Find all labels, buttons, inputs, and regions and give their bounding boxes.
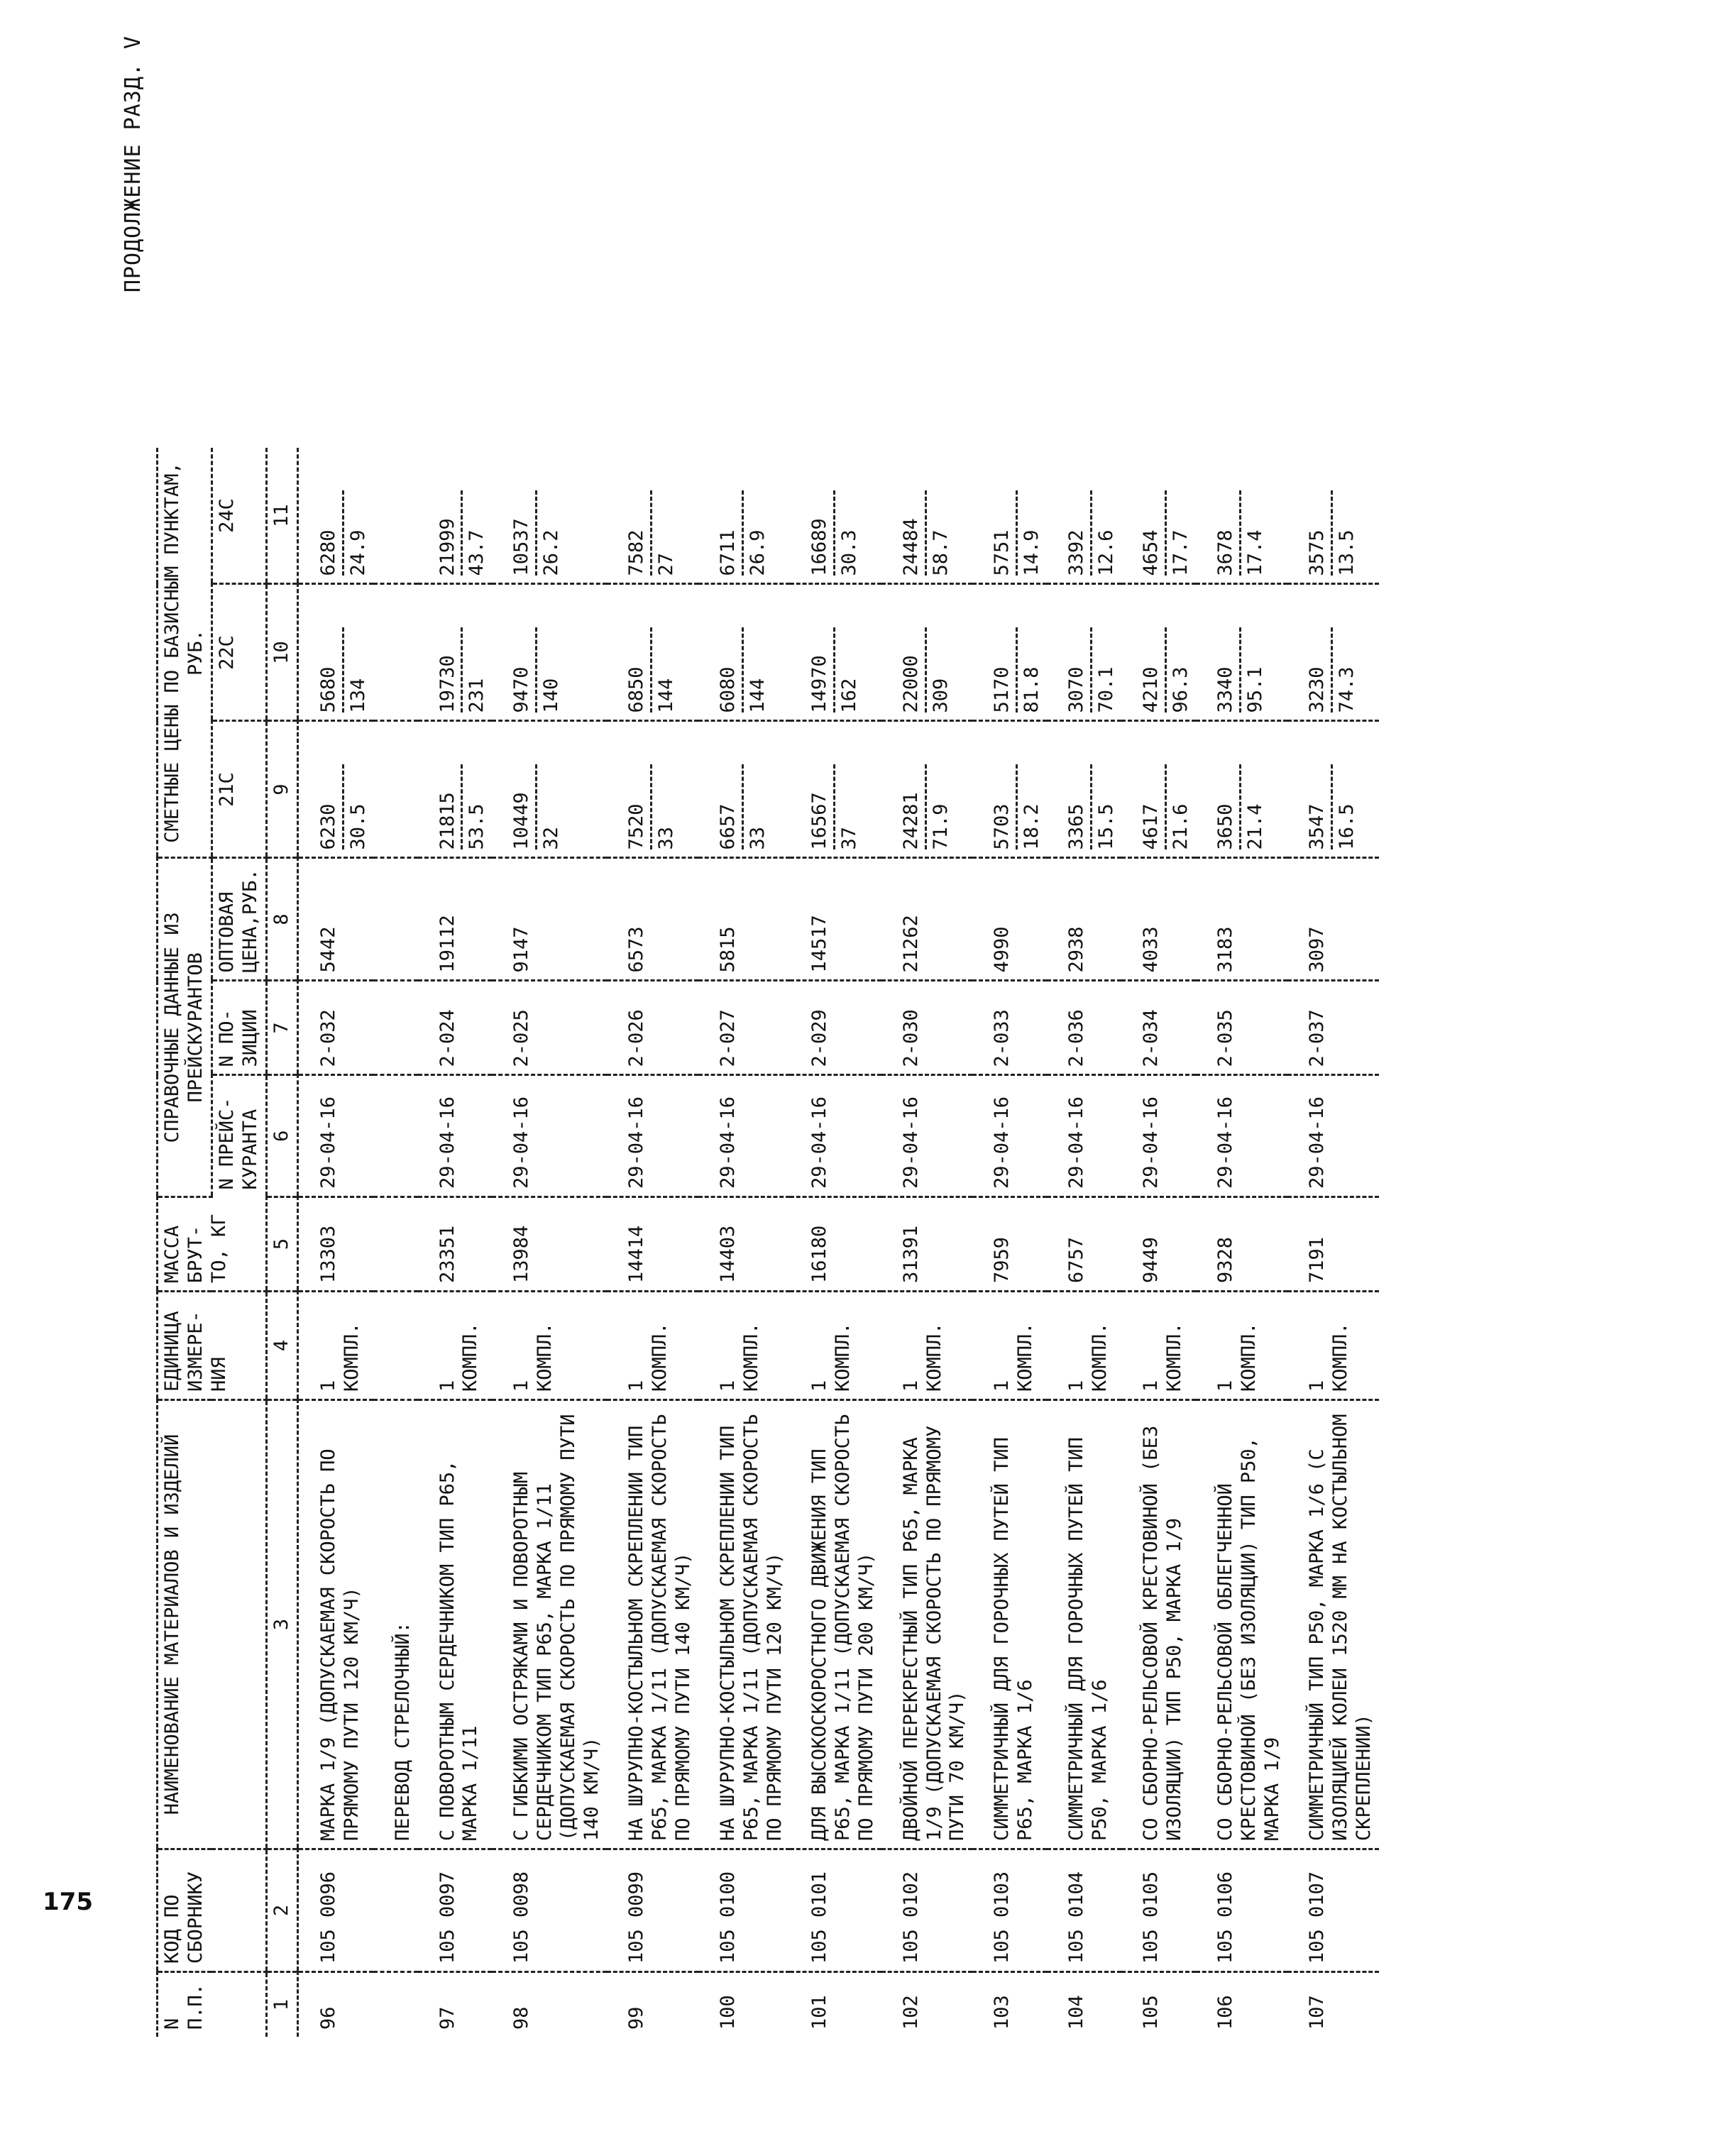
row-mass: 6757 [1047,1197,1121,1292]
row-unit: 1 КОМПЛ. [1047,1292,1121,1400]
row-number: 96 [317,2006,339,2030]
continuation-label: ПРОДОЛЖЕНИЕ РАЗД. V [121,35,145,293]
row-code: 105 0099 [607,1849,698,1972]
row-number: 97 [436,2006,458,2030]
row-code: 105 0102 [881,1849,973,1972]
price-21c-value: 4617 [1140,765,1167,850]
row-position: 2-025 [492,981,607,1075]
price-22c-value: 6850 [625,628,652,713]
price-24c [1287,449,1379,585]
row-position: 2-024 [418,981,493,1075]
row-mass: 14403 [698,1197,790,1292]
price-22c-value: 3340 [1214,628,1241,713]
row-position: 2-026 [607,981,698,1075]
price-22c [790,584,881,721]
price-21c-transport: 37 [837,826,860,850]
table-row [1287,449,1379,2037]
price-21c-value: 3365 [1065,765,1092,850]
price-24c-value: 6280 [317,491,344,576]
price-21c-value: 3650 [1214,765,1241,850]
price-24c-value: 3575 [1306,491,1333,576]
row-position [373,981,418,1075]
row-name: С ПОВОРОТНЫМ СЕРДЕЧНИКОМ ТИП Р65, МАРКА 1/11 [418,1400,493,1849]
price-24c-value: 21999 [436,491,463,576]
price-21c-transport: 32 [540,826,563,850]
col-header-wholesale: ОПТОВАЯ ЦЕНА,РУБ. [211,858,266,981]
price-21c-transport: 18.2 [1021,803,1043,850]
row-wholesale-price: 6573 [607,858,698,981]
row-code: 105 0100 [698,1849,790,1972]
column-number: 6 [266,1075,297,1197]
row-unit: 1 КОМПЛ. [881,1292,973,1400]
price-24c-transport: 30.3 [837,529,860,576]
table-row [790,449,881,2037]
price-24c-value: 3678 [1214,491,1241,576]
table-row [972,449,1047,2037]
price-22c [492,584,607,721]
row-wholesale-price: 4033 [1121,858,1196,981]
price-21c-value: 16567 [808,765,835,850]
price-22c-transport: 74.3 [1335,666,1358,713]
price-24c-transport: 26.9 [746,529,769,576]
price-21c-transport: 53.5 [466,803,488,850]
row-number: 101 [808,1995,830,2030]
row-pricelist: 29-04-16 [492,1075,607,1197]
price-22c-value: 3070 [1065,628,1092,713]
price-21c [1196,721,1287,858]
price-21c-value: 10449 [510,765,537,850]
column-number: 1 [266,1972,297,2037]
price-21c [492,721,607,858]
price-24c [1047,449,1121,585]
price-21c [1121,721,1196,858]
row-pricelist: 29-04-16 [1287,1075,1379,1197]
row-code: 105 0107 [1287,1849,1379,1972]
price-24c [297,449,373,585]
row-code: 105 0105 [1121,1849,1196,1972]
row-wholesale-price: 4990 [972,858,1047,981]
row-pricelist: 29-04-16 [297,1075,373,1197]
price-21c-value: 3547 [1306,765,1333,850]
price-22c-value: 19730 [436,628,463,713]
price-21c-transport: 15.5 [1095,803,1118,850]
column-number: 2 [266,1849,297,1972]
price-22c-value: 5170 [991,628,1018,713]
row-unit [373,1292,418,1400]
table-row [698,449,790,2037]
price-24c-transport: 43.7 [466,529,488,576]
price-22c-transport: 144 [746,678,769,713]
row-mass: 14414 [607,1197,698,1292]
price-24c [492,449,607,585]
price-24c-transport: 14.9 [1021,529,1043,576]
row-code: 105 0101 [790,1849,881,1972]
price-24c-transport: 13.5 [1335,529,1358,576]
price-24c-transport: 27 [655,552,678,576]
row-code: 105 0096 [297,1849,373,1972]
row-wholesale-price: 5815 [698,858,790,981]
price-21c-value: 6657 [717,765,744,850]
column-number: 10 [266,584,297,721]
price-22c [418,584,493,721]
price-22c-transport: 81.8 [1021,666,1043,713]
price-22c [373,584,418,721]
col-header-21c: 21С [211,721,266,858]
col-header-n: N П.П. [158,1972,267,2037]
price-21c [373,721,418,858]
price-22c-value: 9470 [510,628,537,713]
row-position: 2-035 [1196,981,1287,1075]
row-unit: 1 КОМПЛ. [607,1292,698,1400]
price-21c [418,721,493,858]
row-pricelist: 29-04-16 [1121,1075,1196,1197]
price-22c [698,584,790,721]
row-unit: 1 КОМПЛ. [297,1292,373,1400]
price-21c-value: 24281 [900,765,927,850]
col-header-unit: ЕДИНИЦА ИЗМЕРЕ-НИЯ [158,1292,267,1400]
table-row [373,449,418,2037]
row-wholesale-price: 5442 [297,858,373,981]
price-22c-transport: 96.3 [1170,666,1192,713]
table-row [881,449,973,2037]
row-pricelist: 29-04-16 [1047,1075,1121,1197]
col-header-pricelist: N ПРЕЙС-КУРАНТА [211,1075,266,1197]
row-position: 2-037 [1287,981,1379,1075]
price-21c-transport: 71.9 [929,803,952,850]
price-22c-transport: 70.1 [1095,666,1118,713]
row-pricelist: 29-04-16 [972,1075,1047,1197]
row-code: 105 0098 [492,1849,607,1972]
col-header-mass: МАССА БРУТ-ТО, КГ [158,1197,267,1292]
price-24c-value: 16689 [808,491,835,576]
table-row [492,449,607,2037]
row-name: МАРКА 1/9 (ДОПУСКАЕМАЯ СКОРОСТЬ ПО ПРЯМОМУ ПУТИ 120 КМ/Ч) [297,1400,373,1849]
table-body [297,449,1378,2037]
price-22c-value: 4210 [1140,628,1167,713]
row-number: 102 [899,1995,922,2030]
row-mass: 9328 [1196,1197,1287,1292]
price-21c [1047,721,1121,858]
price-22c-value: 5680 [317,628,344,713]
price-22c [881,584,973,721]
row-mass: 7191 [1287,1197,1379,1292]
table-row [607,449,698,2037]
price-22c [1121,584,1196,721]
price-24c-value: 4654 [1140,491,1167,576]
price-24c-transport: 17.4 [1243,529,1266,576]
price-21c [297,721,373,858]
price-22c-value: 14970 [808,628,835,713]
price-22c [1196,584,1287,721]
price-22c-transport: 309 [929,678,952,713]
price-24c [418,449,493,585]
row-name: С ГИБКИМИ ОСТРЯКАМИ И ПОВОРОТНЫМ СЕРДЕЧНИКОМ ТИП Р65, МАРКА 1/11 (ДОПУСКАЕМАЯ СКОРОСТЬ ПО ПРЯМОМУ ПУТИ 140 КМ/Ч) [492,1400,607,1849]
price-24c [1121,449,1196,585]
row-mass: 9449 [1121,1197,1196,1292]
price-22c [1287,584,1379,721]
price-22c-value: 6080 [717,628,744,713]
row-pricelist: 29-04-16 [881,1075,973,1197]
col-header-price-group: СМЕТНЫЕ ЦЕНЫ ПО БАЗИСНЫМ ПУНКТАМ, РУБ. [158,449,212,859]
price-21c-value: 7520 [625,765,652,850]
column-number: 7 [266,981,297,1075]
price-24c-value: 6711 [717,491,744,576]
column-number: 9 [266,721,297,858]
row-wholesale-price: 3097 [1287,858,1379,981]
table-row [297,449,373,2037]
row-code: 105 0106 [1196,1849,1287,1972]
row-code [373,1849,418,1972]
price-22c-transport: 134 [346,678,369,713]
row-unit: 1 КОМПЛ. [1121,1292,1196,1400]
price-24c [373,449,418,585]
col-header-name: НАИМЕНОВАНИЕ МАТЕРИАЛОВ И ИЗДЕЛИЙ [158,1400,267,1849]
row-unit: 1 КОМПЛ. [972,1292,1047,1400]
row-wholesale-price: 21262 [881,858,973,981]
table-row [1196,449,1287,2037]
row-mass: 31391 [881,1197,973,1292]
price-24c-transport: 26.2 [540,529,563,576]
row-name: ДЛЯ ВЫСОКОСКОРОСТНОГО ДВИЖЕНИЯ ТИП Р65, МАРКА 1/11 (ДОПУСКАЕМАЯ СКОРОСТЬ ПО ПРЯМОМУ ПУТИ 200 КМ/Ч) [790,1400,881,1849]
price-24c-value: 7582 [625,491,652,576]
row-unit: 1 КОМПЛ. [492,1292,607,1400]
price-22c-value: 22000 [900,628,927,713]
col-header-code: КОД ПО СБОРНИКУ [158,1849,267,1972]
price-22c [297,584,373,721]
price-22c-value: 3230 [1306,628,1333,713]
table-row [1121,449,1196,2037]
price-21c [972,721,1047,858]
col-header-position: N ПО-ЗИЦИИ [211,981,266,1075]
price-24c-transport: 24.9 [346,529,369,576]
row-position: 2-036 [1047,981,1121,1075]
price-21c [790,721,881,858]
price-22c-transport: 162 [837,678,860,713]
row-wholesale-price [373,858,418,981]
row-number [373,1972,418,2037]
row-mass: 7959 [972,1197,1047,1292]
price-24c-transport: 12.6 [1095,529,1118,576]
col-header-22c: 22С [211,584,266,721]
price-24c [972,449,1047,585]
price-24c-value: 24484 [900,491,927,576]
col-header-reference-group: СПРАВОЧНЫЕ ДАННЫЕ ИЗ ПРЕЙСКУРАНТОВ [158,858,212,1197]
row-pricelist: 29-04-16 [418,1075,493,1197]
row-number: 104 [1065,1995,1088,2030]
price-24c [698,449,790,585]
column-number: 5 [266,1197,297,1292]
row-unit: 1 КОМПЛ. [418,1292,493,1400]
price-24c [1196,449,1287,585]
row-mass: 16180 [790,1197,881,1292]
row-position: 2-030 [881,981,973,1075]
column-number: 11 [266,449,297,585]
price-22c-transport: 144 [655,678,678,713]
row-wholesale-price: 19112 [418,858,493,981]
row-position: 2-033 [972,981,1047,1075]
row-pricelist: 29-04-16 [607,1075,698,1197]
row-pricelist: 29-04-16 [1196,1075,1287,1197]
price-21c [698,721,790,858]
row-code: 105 0104 [1047,1849,1121,1972]
row-code: 105 0097 [418,1849,493,1972]
row-wholesale-price: 14517 [790,858,881,981]
price-21c-value: 21815 [436,765,463,850]
price-24c [790,449,881,585]
price-24c [607,449,698,585]
price-22c-transport: 140 [540,678,563,713]
price-22c-transport: 231 [466,678,488,713]
column-number: 4 [266,1292,297,1400]
row-number: 100 [716,1995,739,2030]
price-24c-value: 5751 [991,491,1018,576]
row-number: 107 [1305,1995,1328,2030]
row-name: ДВОЙНОЙ ПЕРЕКРЕСТНЫЙ ТИП Р65, МАРКА 1/9 (ДОПУСКАЕМАЯ СКОРОСТЬ ПО ПРЯМОМУ ПУТИ 70 КМ/Ч) [881,1400,973,1849]
price-24c-value: 10537 [510,491,537,576]
row-wholesale-price: 9147 [492,858,607,981]
price-21c-transport: 33 [746,826,769,850]
row-position: 2-032 [297,981,373,1075]
price-table [156,449,1379,2037]
row-number: 98 [510,2006,533,2030]
column-number: 8 [266,858,297,981]
table-row [1047,449,1121,2037]
row-position: 2-034 [1121,981,1196,1075]
price-22c [1047,584,1121,721]
price-21c-transport: 21.4 [1243,803,1266,850]
row-name: СИММЕТРИЧНЫЙ ДЛЯ ГОРОЧНЫХ ПУТЕЙ ТИП Р65, МАРКА 1/6 [972,1400,1047,1849]
row-pricelist: 29-04-16 [790,1075,881,1197]
row-pricelist [373,1075,418,1197]
row-name: СИММЕТРИЧНЫЙ ТИП Р50, МАРКА 1/6 (С ИЗОЛЯЦИЕЙ КОЛЕИ 1520 ММ НА КОСТЫЛЬНОМ СКРЕПЛЕНИИ) [1287,1400,1379,1849]
row-mass: 13984 [492,1197,607,1292]
price-21c [1287,721,1379,858]
row-name: СО СБОРНО-РЕЛЬСОВОЙ КРЕСТОВИНОЙ (БЕЗ ИЗОЛЯЦИИ) ТИП Р50, МАРКА 1/9 [1121,1400,1196,1849]
row-unit: 1 КОМПЛ. [790,1292,881,1400]
row-wholesale-price: 2938 [1047,858,1121,981]
table-row [418,449,493,2037]
price-21c-transport: 16.5 [1335,803,1358,850]
price-21c [881,721,973,858]
price-21c-transport: 33 [655,826,678,850]
page-number: 175 [43,1888,93,1916]
row-name: СИММЕТРИЧНЫЙ ДЛЯ ГОРОЧНЫХ ПУТЕЙ ТИП Р50, МАРКА 1/6 [1047,1400,1121,1849]
row-mass: 23351 [418,1197,493,1292]
row-mass [373,1197,418,1292]
price-24c [881,449,973,585]
row-number: 103 [991,1995,1013,2030]
row-pricelist: 29-04-16 [698,1075,790,1197]
column-number: 3 [266,1400,297,1849]
column-number-row [266,449,297,2037]
row-unit: 1 КОМПЛ. [1196,1292,1287,1400]
row-number: 106 [1214,1995,1236,2030]
price-22c [972,584,1047,721]
row-position: 2-029 [790,981,881,1075]
row-mass: 13303 [297,1197,373,1292]
price-21c [607,721,698,858]
row-name: НА ШУРУПНО-КОСТЫЛЬНОМ СКРЕПЛЕНИИ ТИП Р65, МАРКА 1/11 (ДОПУСКАЕМАЯ СКОРОСТЬ ПО ПРЯМОМУ ПУТИ 140 КМ/Ч) [607,1400,698,1849]
price-21c-transport: 21.6 [1170,803,1192,850]
row-name: НА ШУРУПНО-КОСТЫЛЬНОМ СКРЕПЛЕНИИ ТИП Р65, МАРКА 1/11 (ДОПУСКАЕМАЯ СКОРОСТЬ ПО ПРЯМОМУ ПУТИ 120 КМ/Ч) [698,1400,790,1849]
row-unit: 1 КОМПЛ. [1287,1292,1379,1400]
col-header-24c: 24С [211,449,266,585]
row-name: СО СБОРНО-РЕЛЬСОВОЙ ОБЛЕГЧЕННОЙ КРЕСТОВИНОЙ (БЕЗ ИЗОЛЯЦИИ) ТИП Р50, МАРКА 1/9 [1196,1400,1287,1849]
row-name: ПЕРЕВОД СТРЕЛОЧНЫЙ: [373,1400,418,1849]
row-wholesale-price: 3183 [1196,858,1287,981]
price-24c-transport: 58.7 [929,529,952,576]
price-24c-value: 3392 [1065,491,1092,576]
price-21c-value: 6230 [317,765,344,850]
price-24c-transport: 17.7 [1170,529,1192,576]
price-21c-value: 5703 [991,765,1018,850]
row-number: 105 [1140,1995,1163,2030]
price-21c-transport: 30.5 [346,803,369,850]
row-position: 2-027 [698,981,790,1075]
row-code: 105 0103 [972,1849,1047,1972]
price-22c-transport: 95.1 [1243,666,1266,713]
rotated-page [106,7,1526,2037]
row-number: 99 [625,2006,648,2030]
row-unit: 1 КОМПЛ. [698,1292,790,1400]
price-22c [607,584,698,721]
